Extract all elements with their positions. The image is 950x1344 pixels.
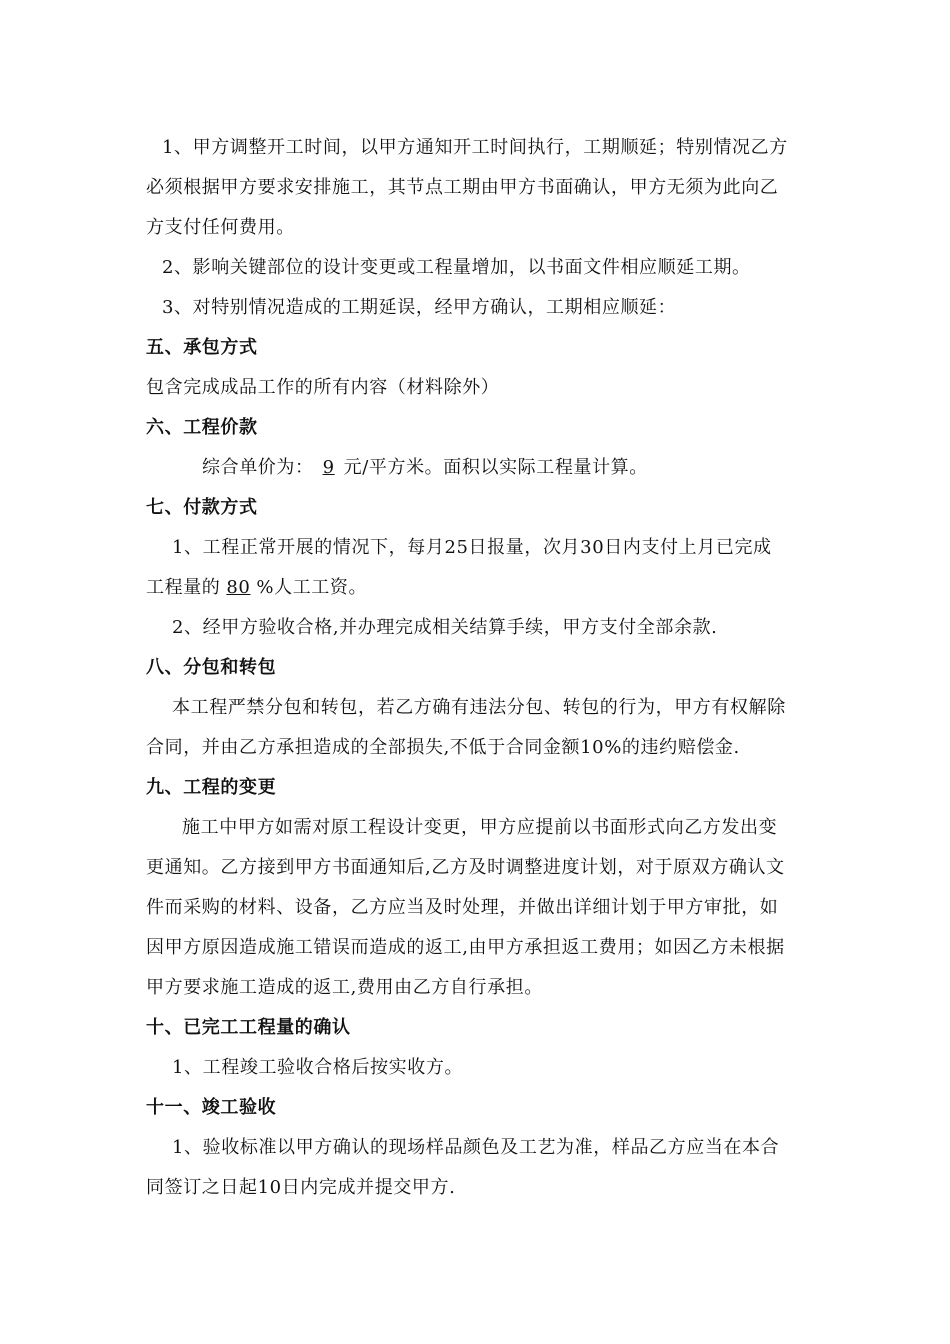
s4-item2: 2、影响关键部位的设计变更或工程量增加，以书面文件相应顺延工期。 xyxy=(162,257,751,278)
s11-item1-line2: 同签订之日起10日内完成并提交甲方. xyxy=(146,1177,456,1198)
s11-item1-line1: 1、验收标准以甲方确认的现场样品颜色及工艺为准，样品乙方应当在本合 xyxy=(172,1137,780,1158)
s9-line5: 甲方要求施工造成的返工,费用由乙方自行承担。 xyxy=(146,977,543,998)
s9-line2: 更通知。乙方接到甲方书面通知后,乙方及时调整进度计划，对于原双方确认文 xyxy=(146,857,785,878)
s8-line1: 本工程严禁分包和转包，若乙方确有违法分包、转包的行为，甲方有权解除 xyxy=(172,697,786,718)
s6-price-value: 9 xyxy=(322,457,335,478)
s4-item1-line2: 必须根据甲方要求安排施工，其节点工期由甲方书面确认，甲方无须为此向乙 xyxy=(146,177,779,198)
s5-text: 包含完成成品工作的所有内容（材料除外） xyxy=(146,377,500,398)
s9-line1: 施工中甲方如需对原工程设计变更，甲方应提前以书面形式向乙方发出变 xyxy=(182,817,778,838)
section-11-heading: 十一、竣工验收 xyxy=(146,1097,277,1118)
contract-page xyxy=(146,128,810,1208)
s9-line3: 件而采购的材料、设备，乙方应当及时处理，并做出详细计划于甲方审批，如 xyxy=(146,897,779,918)
s6-price-line xyxy=(146,448,810,488)
s7-item2: 2、经甲方验收合格,并办理完成相关结算手续，甲方支付全部余款. xyxy=(172,617,718,638)
section-9-heading: 九、工程的变更 xyxy=(146,777,277,798)
section-6-heading: 六、工程价款 xyxy=(146,417,258,438)
s7-item1-pct: 80 xyxy=(226,577,251,598)
s7-item1-line2 xyxy=(146,568,810,608)
section-7-heading: 七、付款方式 xyxy=(146,497,258,518)
s7-item1-line2-suffix: %人工工资。 xyxy=(256,577,368,598)
s4-item1-line1: 1、甲方调整开工时间，以甲方通知开工时间执行，工期顺延；特别情况乙方 xyxy=(162,137,788,158)
s6-price-suffix: 元/平方米。面积以实际工程量计算。 xyxy=(343,457,648,478)
s4-item1-line3: 方支付任何费用。 xyxy=(146,217,295,238)
s8-line2: 合同，并由乙方承担造成的全部损失,不低于合同金额10%的违约赔偿金. xyxy=(146,737,740,758)
s4-item3: 3、对特别情况造成的工期延误，经甲方确认，工期相应顺延： xyxy=(162,297,677,318)
s6-price-prefix: 综合单价为： xyxy=(202,457,314,478)
s7-item1-line1: 1、工程正常开展的情况下，每月25日报量，次月30日内支付上月已完成 xyxy=(172,537,772,558)
s7-item1-line2-prefix: 工程量的 xyxy=(146,577,221,598)
s9-line4: 因甲方原因造成施工错误而造成的返工,由甲方承担返工费用；如因乙方未根据 xyxy=(146,937,785,958)
section-5-heading: 五、承包方式 xyxy=(146,337,258,358)
s10-item1: 1、工程竣工验收合格后按实收方。 xyxy=(172,1057,464,1078)
section-10-heading: 十、已完工工程量的确认 xyxy=(146,1017,351,1038)
section-8-heading: 八、分包和转包 xyxy=(146,657,277,678)
